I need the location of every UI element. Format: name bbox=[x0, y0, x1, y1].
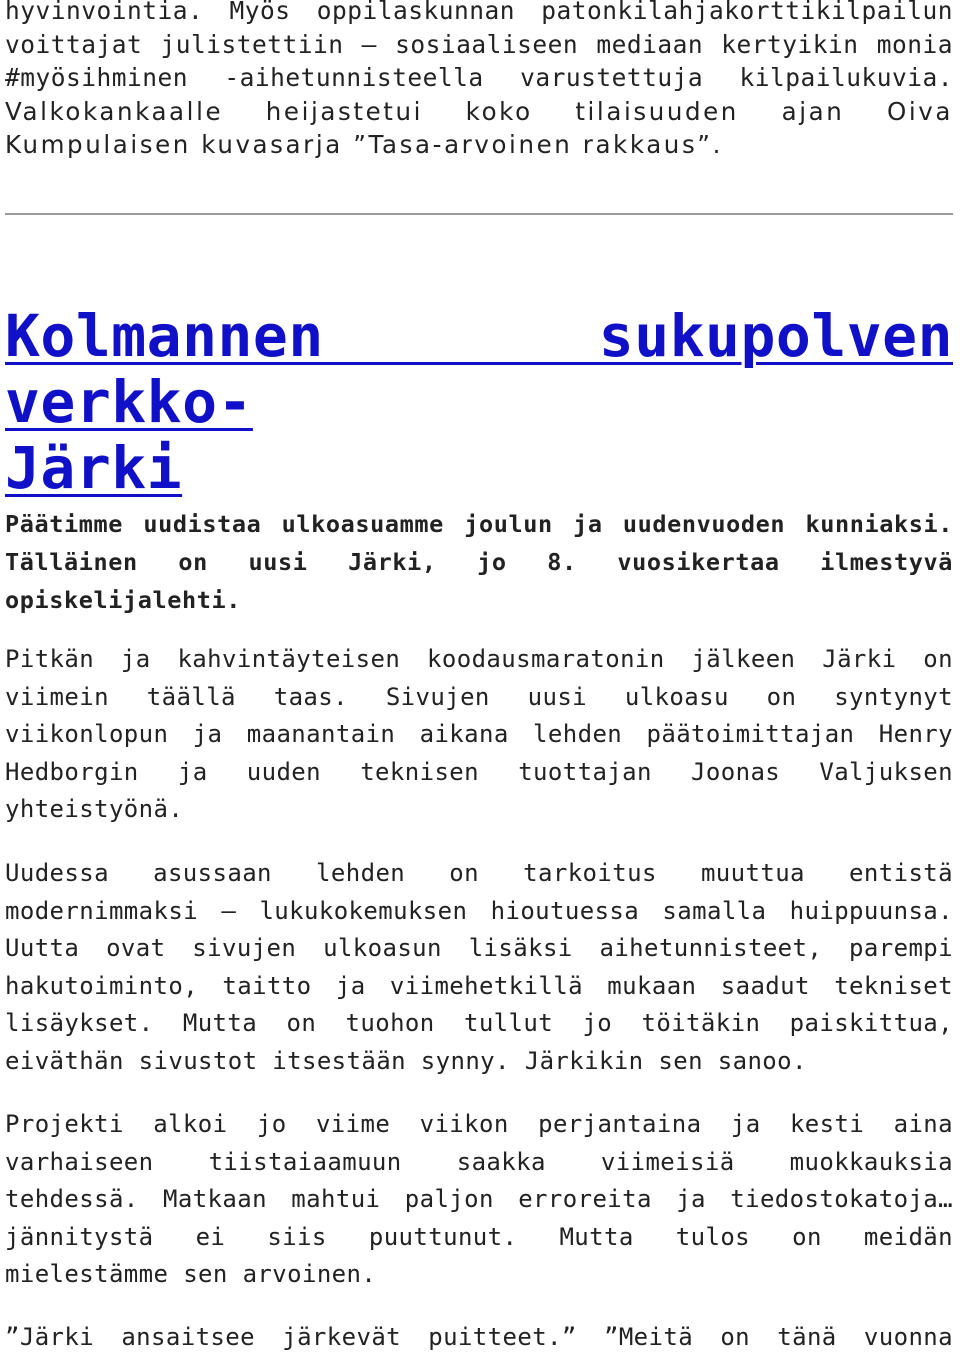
paragraph-line: viikonlopun ja maanantain aikana lehden päätoimittajan Henry bbox=[5, 720, 953, 749]
paragraph-line: yhteistyönä. bbox=[5, 795, 184, 824]
lead-line: Päätimme uudistaa ulkoasuamme joulun ja uudenvuoden kunniaksi. bbox=[5, 510, 953, 538]
intro-line: Kumpulaisen kuvasarja ”Tasa-arvoinen rakkaus”. bbox=[5, 130, 723, 159]
paragraph-line: jännitystä ei siis puuttunut. Mutta tulos on meidän bbox=[5, 1222, 953, 1251]
article-lead bbox=[5, 505, 953, 619]
paragraph-line: Projekti alkoi jo viime viikon perjantaina ja kesti aina bbox=[5, 1110, 953, 1138]
lead-line: Tälläinen on uusi Järki, jo 8. vuosikertaa ilmestyvä bbox=[5, 548, 953, 576]
paragraph-line: ”Järki ansaitsee järkevät puitteet.” ”Meitä on tänä vuonna bbox=[5, 1323, 953, 1351]
paragraph-line: Uudessa asussaan lehden on tarkoitus muuttua entistä bbox=[5, 859, 953, 887]
paragraph-line: Hedborgin ja uuden teknisen tuottajan Joonas Valjuksen bbox=[5, 757, 953, 786]
body-paragraph bbox=[5, 1319, 953, 1357]
paragraph-line: varhaiseen tiistaiaamuun saakka viimeisiä muokkauksia bbox=[5, 1147, 953, 1176]
body-paragraph bbox=[5, 1106, 953, 1294]
section-divider bbox=[5, 213, 953, 215]
paragraph-line: Uutta ovat sivujen ulkoasun lisäksi aihetunnisteet, parempi bbox=[5, 934, 953, 963]
intro-line: #myösihminen -aihetunnisteella varustettuja kilpailukuvia. bbox=[5, 63, 953, 92]
intro-line: hyvinvointia. Myös oppilaskunnan patonkilahjakorttikilpailun bbox=[5, 0, 953, 25]
intro-line: voittajat julistettiin – sosiaaliseen mediaan kertyikin monia bbox=[5, 29, 953, 59]
article-title-line[interactable]: Kolmannen sukupolven verkko- bbox=[5, 302, 953, 436]
intro-paragraph bbox=[5, 0, 953, 162]
article-title-line[interactable]: Järki bbox=[5, 434, 183, 502]
paragraph-line: Pitkän ja kahvintäyteisen koodausmaratonin jälkeen Järki on bbox=[5, 645, 953, 673]
paragraph-line: mielestämme sen arvoinen. bbox=[5, 1260, 377, 1289]
paragraph-line: eiväthän sivustot itsestään synny. Järkikin sen sanoo. bbox=[5, 1046, 807, 1075]
article-title-link[interactable] bbox=[5, 303, 953, 501]
paragraph-line: modernimmaksi – lukukokemuksen hioutuessa samalla huippuunsa. bbox=[5, 896, 953, 925]
paragraph-line: lisäykset. Mutta on tuohon tullut jo töitäkin paiskittua, bbox=[5, 1009, 953, 1038]
paragraph-line: tehdessä. Matkaan mahtui paljon erroreita ja tiedostokatoja… bbox=[5, 1185, 953, 1214]
lead-line: opiskelijalehti. bbox=[5, 586, 241, 614]
paragraph-line: viimein täällä taas. Sivujen uusi ulkoasu on syntynyt bbox=[5, 682, 953, 711]
intro-line: Valkokankaalle heijastetui koko tilaisuuden ajan Oiva bbox=[5, 96, 953, 126]
body-paragraph bbox=[5, 855, 953, 1081]
body-paragraph bbox=[5, 641, 953, 829]
paragraph-line: hakutoiminto, taitto ja viimehetkillä mukaan saadut tekniset bbox=[5, 971, 953, 1000]
